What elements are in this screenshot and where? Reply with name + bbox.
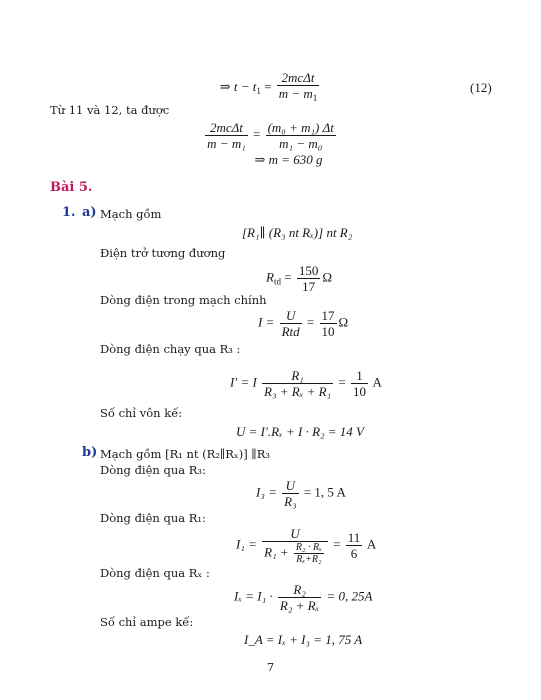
i3-num: U [285, 478, 296, 493]
i1-value-den: 6 [350, 546, 358, 561]
part-a-eq-3: I′ = I $\frac{\text{R₁}}{\text{R₃ + Rₓ + R₁}}$ = $\frac{1}{10}$ A [230, 368, 382, 399]
i1-fraction [262, 526, 328, 565]
result-m-text: ⇒ m = 630 g [254, 152, 323, 167]
ix-num: R₂ [293, 582, 306, 597]
ix-rhs: = 0, 25A [326, 588, 373, 604]
i-prime-value-num: 1 [351, 368, 368, 384]
part-a-eq-4: U = I′.Rₓ + I · R₂ = 14 V [236, 424, 364, 439]
part-b-eq-2: I₁ = U R₁ + $\frac{\text{R₂ · Rₓ}}{\text{Rₓ+R₂}}$ = $\frac{11}{6}$ A [236, 526, 377, 565]
eq12-denominator: m − m [278, 86, 313, 101]
part-b-text-3: Dòng điện qua Rₓ : [100, 566, 210, 580]
part-a-label: a) [82, 205, 97, 220]
ix-fraction [278, 582, 321, 613]
rtd-num: 150 [298, 263, 319, 278]
part-a-text-1: Điện trở tương đương [100, 246, 226, 260]
part-a-text-2: Dòng điện trong mạch chính [100, 293, 267, 307]
i1-lhs: I₁ = [236, 536, 257, 552]
i1-inner-den: Rₓ+R₂ [296, 554, 322, 565]
eq12-lhs: t − t [233, 78, 257, 94]
item-number: 1. [62, 205, 76, 220]
eq12-equals: = [264, 78, 272, 94]
current-i-den: Rtd [281, 324, 300, 339]
eq12-numerator: 2mcΔt [281, 70, 315, 85]
eq12-den-sub: 1 [312, 93, 318, 103]
i3-lhs: I₃ = [256, 484, 277, 500]
current-i-value-num: 17 [321, 308, 335, 323]
part-b-text-1: Dòng điện qua R₃: [100, 463, 206, 477]
equation-12 [0, 70, 541, 106]
part-a-intro: Mạch gồm [100, 207, 162, 221]
rtd-den: 17 [302, 279, 316, 294]
current-i-fraction [280, 308, 302, 339]
equation-combine [0, 120, 541, 151]
implies-arrow: ⇒ [219, 78, 231, 94]
part-b-label: b) [82, 445, 98, 460]
i1-inner-num: R₂ · Rₓ [295, 542, 322, 553]
page-number: 7 [266, 660, 275, 674]
current-i-num: U [285, 308, 296, 323]
i1-value-fraction [346, 530, 363, 561]
i1-inner-fraction [294, 542, 324, 565]
i-prime-fraction [262, 368, 333, 399]
i-prime-num: R₁ [291, 368, 304, 383]
ix-lhs: Iₓ = I₁ · [234, 588, 273, 604]
eq12-lhs-sub: 1 [256, 85, 261, 96]
combine-left-fraction [205, 120, 248, 151]
i1-num: U [290, 526, 300, 541]
i3-fraction [282, 478, 298, 509]
part-a-eq-1: $R_{td}$ = $\frac{150}{17}$ Ω [266, 263, 332, 294]
part-a-eq-2: I = $\frac{U}{\text{Rtd}}$ = $\frac{17}{10}$ Ω [258, 308, 349, 339]
i1-unit: A [366, 536, 377, 552]
current-i-unit: Ω [338, 314, 349, 330]
section-title-bai-5: Bài 5. [50, 180, 93, 195]
rtd-fraction [297, 263, 321, 294]
ix-den: R₂ + Rₓ [279, 598, 320, 613]
part-a-text-4: Số chỉ vôn kế: [100, 406, 183, 420]
part-b-eq-3 [234, 582, 373, 613]
i-prime-value-den: 10 [352, 384, 366, 399]
part-b-intro: Mạch gồm [R₁ nt (R₂∥Rₓ)] ∥R₃ [100, 447, 270, 461]
i-prime-den: R₃ + Rₓ + R₁ [264, 384, 332, 399]
part-a-circuit: [R₁∥ (R₃ nt Rₓ)] nt R₂ [242, 225, 353, 240]
current-i-lhs: I = [258, 314, 275, 330]
part-a-text-3: Dòng điện chạy qua R₃ : [100, 342, 241, 356]
combine-left-den: m − m₁ [207, 136, 246, 151]
current-i-value-fraction [320, 308, 337, 339]
combine-equals: = [252, 126, 261, 142]
eq12-fraction [277, 70, 320, 106]
combine-right-num: (m₀ + m₁) Δt [267, 120, 334, 135]
combine-left-num: 2mcΔt [209, 120, 243, 135]
equation-result-m [18, 152, 541, 168]
rtd-sub: td [273, 276, 281, 287]
i-prime-lhs: I′ = I [230, 374, 257, 390]
rtd-unit: Ω [322, 269, 332, 285]
i-prime-unit: A [372, 374, 382, 390]
i3-rhs: = 1, 5 A [303, 484, 346, 500]
i-prime-value-fraction [351, 368, 368, 399]
i1-value-num: 11 [347, 530, 361, 545]
part-b-text-4: Số chỉ ampe kế: [100, 615, 194, 629]
combine-right-fraction [266, 120, 336, 151]
part-b-text-2: Dòng điện qua R₁: [100, 511, 206, 525]
i1-den-a: R₁ + [264, 544, 289, 560]
combine-right-den: m₁ − m₀ [279, 136, 323, 151]
text-tu-11-12: Từ 11 và 12, ta được [50, 103, 170, 117]
part-b-eq-1 [256, 478, 346, 509]
i3-den: R₃ [284, 494, 297, 509]
part-b-eq-4: I_A = Iₓ + I₃ = 1, 75 A [244, 632, 363, 647]
rtd-symbol: R [266, 269, 274, 285]
equation-tag: (12) [470, 80, 492, 95]
current-i-value-den: 10 [321, 324, 335, 339]
